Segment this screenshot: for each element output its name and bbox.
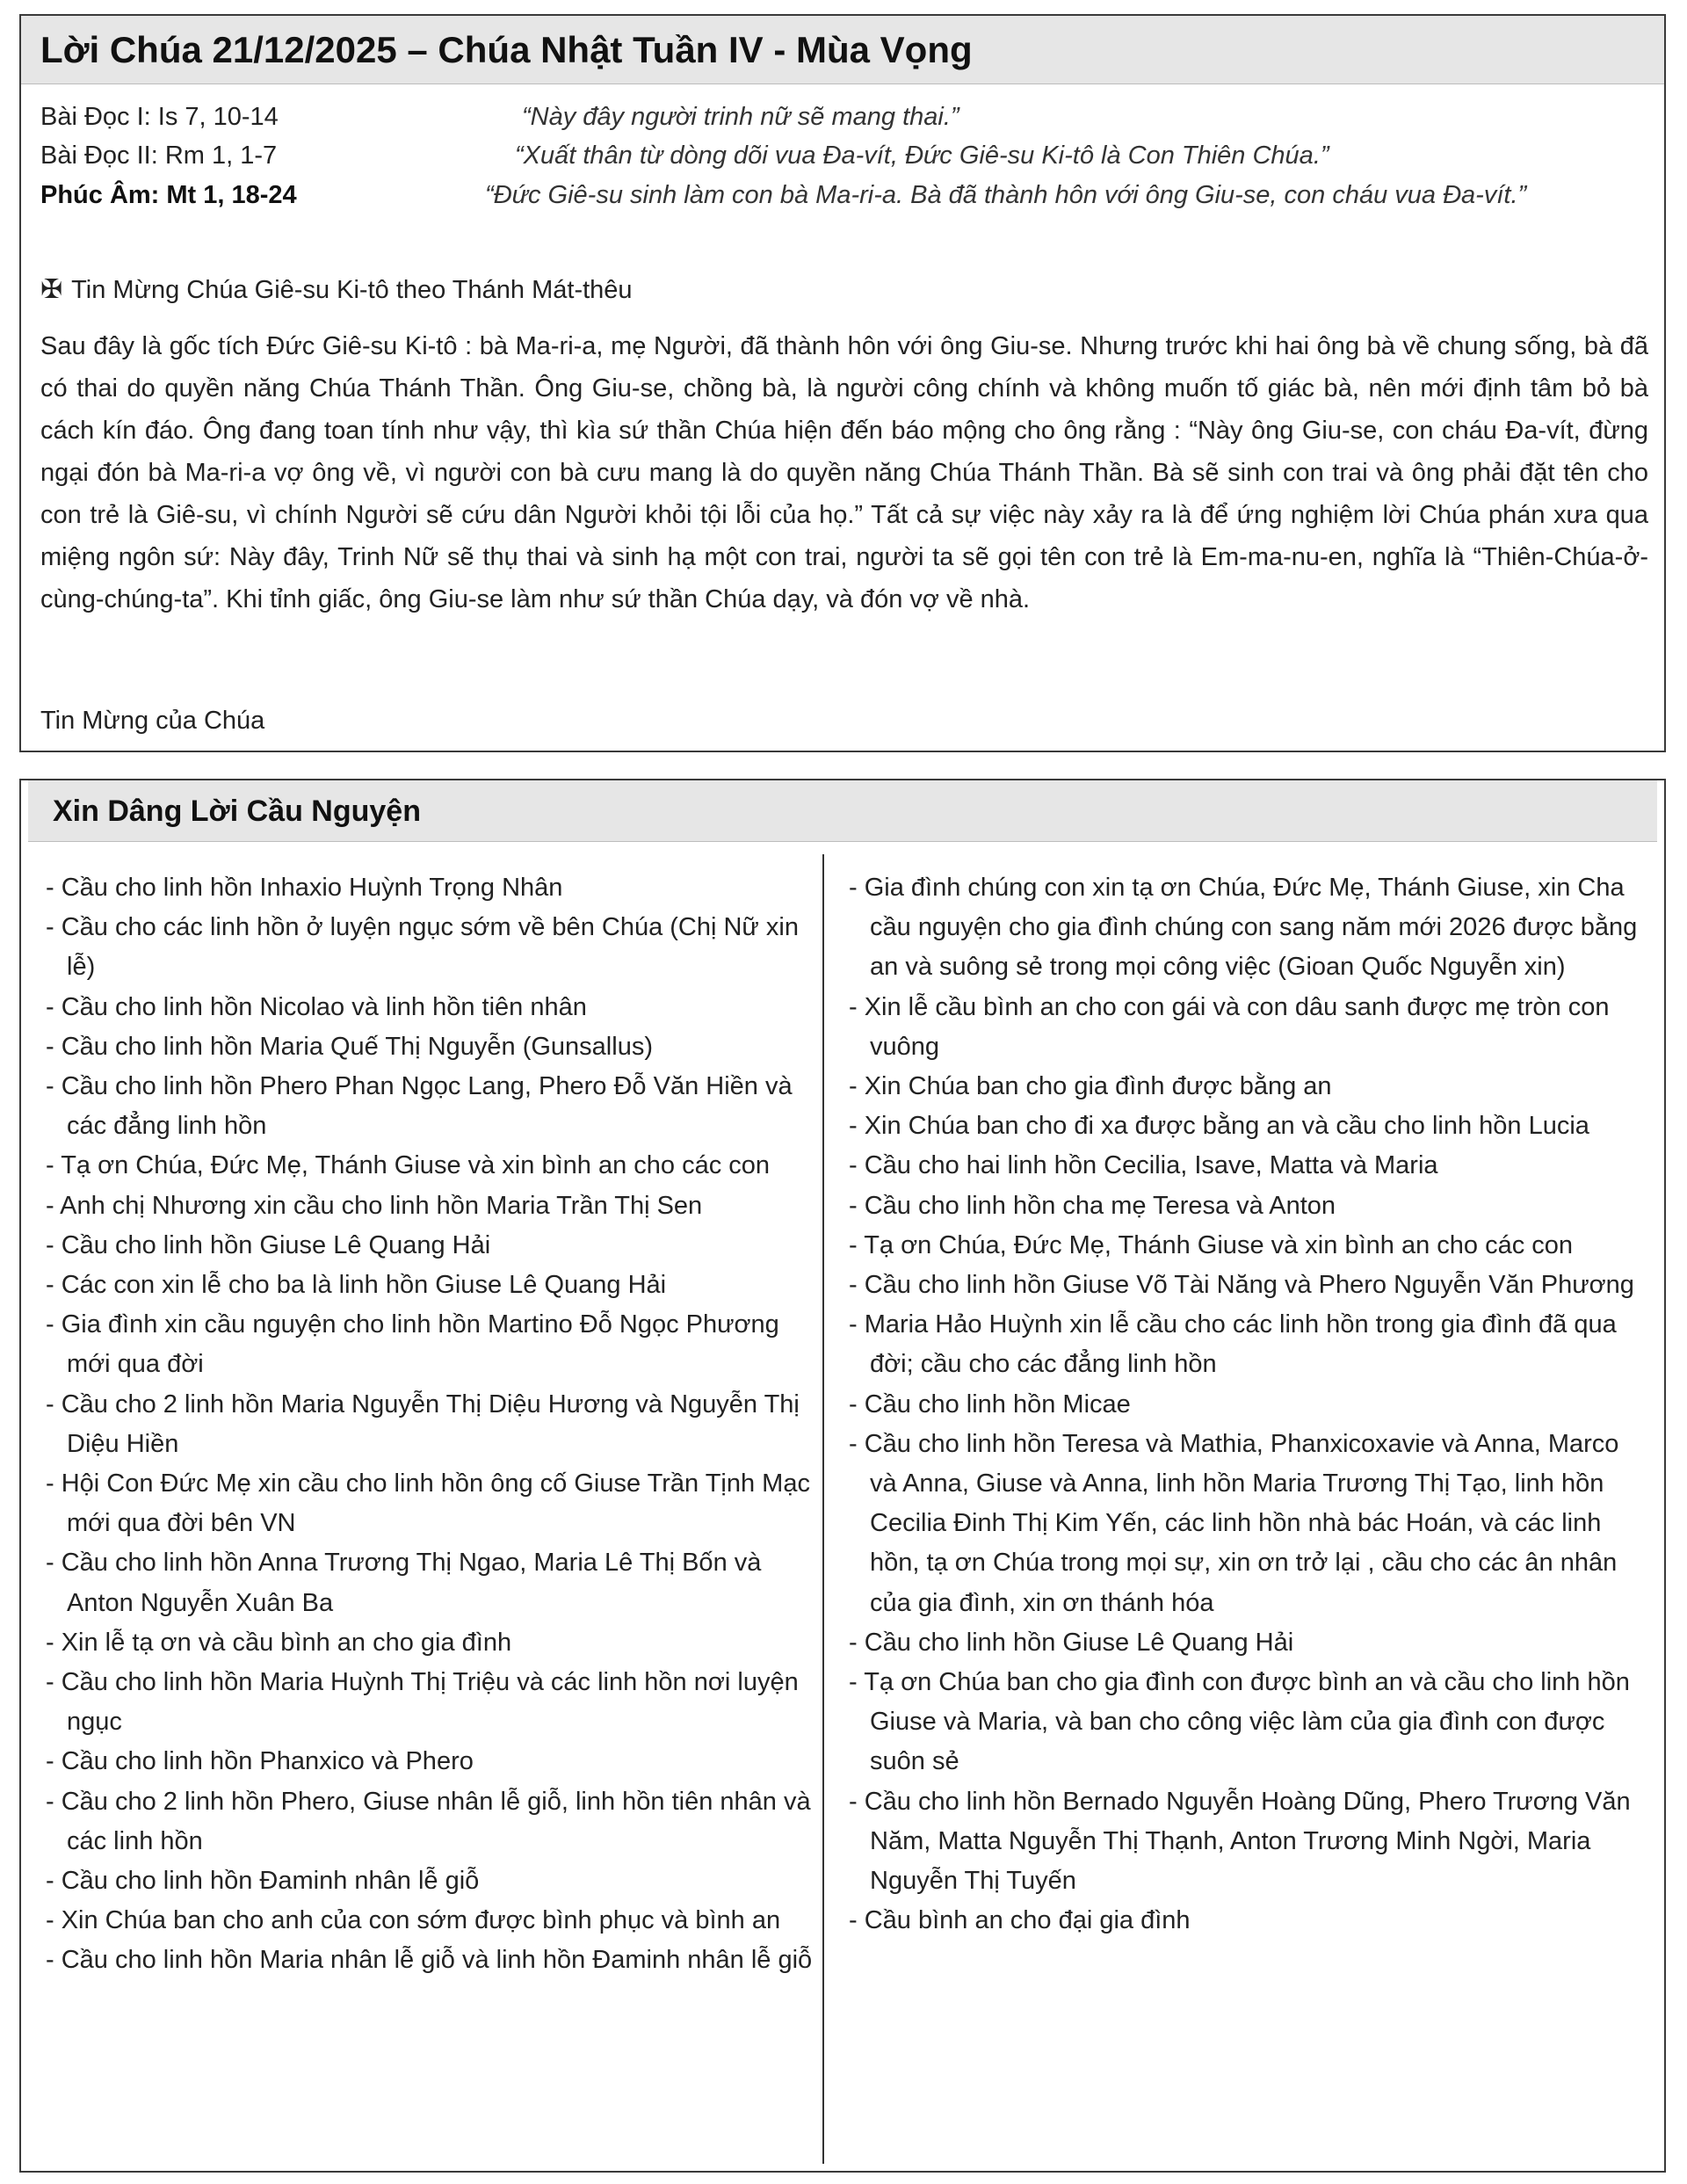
prayer-item: - Tạ ơn Chúa ban cho gia đình con được bình an và cầu cho linh hồn Giuse và Maria, và ban cho công việc làm của gia đình con được suôn sẻ: [849, 1668, 1630, 1776]
prayer-item: - Cầu cho linh hồn Maria nhân lễ giỗ và linh hồn Đaminh nhân lễ giỗ: [46, 1946, 813, 1975]
prayer-item: - Cầu cho linh hồn Maria Quế Thị Nguyễn (Gunsallus): [46, 1032, 653, 1061]
reading-label: Bài Đọc II: Rm 1, 1-7: [40, 141, 278, 170]
prayer-item: - Cầu cho linh hồn Đaminh nhân lễ giỗ: [46, 1867, 480, 1896]
prayer-item: - Xin lễ tạ ơn và cầu bình an cho gia đình: [46, 1628, 512, 1657]
prayer-header: [28, 780, 1657, 842]
reading-row-1: [40, 98, 1648, 136]
prayer-item: - Các con xin lễ cho ba là linh hồn Giuse Lê Quang Hải: [46, 1271, 667, 1300]
reading-label: Phúc Âm: Mt 1, 18-24: [40, 181, 297, 209]
prayer-item: - Cầu cho linh hồn Giuse Lê Quang Hải: [46, 1230, 491, 1259]
prayer-item: - Cầu cho các linh hồn ở luyện ngục sớm về bên Chúa (Chị Nữ xin lễ): [46, 913, 799, 982]
page-title: Lời Chúa 21/12/2025 – Chúa Nhật Tuần IV - Mùa Vọng: [40, 29, 973, 70]
reading-quote: “Đức Giê-su sinh làm con bà Ma-ri-a. Bà đã thành hôn với ông Giu-se, con cháu vua Đa-vít.”: [485, 181, 1527, 209]
reading-quote: “Xuất thân từ dòng dõi vua Đa-vít, Đức Giê-su Ki-tô là Con Thiên Chúa.”: [515, 141, 1329, 170]
prayer-item: - Cầu cho linh hồn Phero Phan Ngọc Lang, Phero Đỗ Văn Hiền và các đẳng linh hồn: [46, 1072, 793, 1141]
readings-list: [40, 98, 1648, 215]
prayer-item: - Cầu cho 2 linh hồn Maria Nguyễn Thị Diệu Hương và Nguyễn Thị Diệu Hiền: [46, 1389, 800, 1458]
gospel-closing: Tin Mừng của Chúa: [40, 707, 265, 735]
prayer-list-right: [849, 868, 1644, 1941]
prayer-item: - Cầu cho linh hồn Micae: [849, 1389, 1131, 1419]
prayer-item: - Cầu cho linh hồn Maria Huỳnh Thị Triệu và các linh hồn nơi luyện ngục: [46, 1668, 799, 1737]
prayer-item: - Xin Chúa ban cho gia đình được bằng an: [849, 1072, 1332, 1101]
prayer-item: - Cầu cho linh hồn Teresa và Mathia, Phanxicoxavie và Anna, Marco và Anna, Giuse và Anna, linh hồn Maria Trương Thị Tạo, linh hồn Cecilia Đinh Thị Kim Yến, các linh hồn nhà bác Hoán, và các linh hồn, tạ ơn Chúa trong mọi sự, xin ơn trở lại , cầu cho các ân nhân của gia đình, xin ơn thánh hóa: [849, 1429, 1619, 1617]
prayer-item: - Xin Chúa ban cho anh của con sớm được bình phục và bình an: [46, 1906, 781, 1935]
prayer-columns: [30, 854, 1657, 2164]
prayer-item: - Xin lễ cầu bình an cho con gái và con dâu sanh được mẹ tròn con vuông: [849, 992, 1610, 1061]
column-divider: [822, 854, 824, 2164]
prayer-item: - Cầu bình an cho đại gia đình: [849, 1906, 1191, 1935]
prayer-item: - Tạ ơn Chúa, Đức Mẹ, Thánh Giuse và xin bình an cho các con: [849, 1230, 1574, 1259]
prayer-list-left: [46, 868, 819, 1981]
prayer-item: - Tạ ơn Chúa, Đức Mẹ, Thánh Giuse và xin bình an cho các con: [46, 1151, 771, 1180]
prayer-item: - Cầu cho linh hồn Inhaxio Huỳnh Trọng Nhân: [46, 874, 563, 902]
gospel-intro: Tin Mừng Chúa Giê-su Ki-tô theo Thánh Mát-thêu: [71, 276, 633, 304]
prayer-item: - Cầu cho linh hồn Giuse Lê Quang Hải: [849, 1628, 1294, 1657]
prayer-item: - Gia đình chúng con xin tạ ơn Chúa, Đức Mẹ, Thánh Giuse, xin Cha cầu nguyện cho gia đình chúng con sang năm mới 2026 được bằng an và suông sẻ trong mọi công việc (Gioan Quốc Nguyễn xin): [849, 874, 1638, 982]
reading-row-gospel: [40, 175, 1648, 215]
prayer-item: - Cầu cho linh hồn Anna Trương Thị Ngao, Maria Lê Thị Bốn và Anton Nguyễn Xuân Ba: [46, 1549, 762, 1617]
prayer-title: Xin Dâng Lời Cầu Nguyện: [53, 795, 421, 828]
cross-icon: ✠: [40, 275, 63, 304]
prayer-item: - Cầu cho linh hồn Phanxico và Phero: [46, 1747, 474, 1776]
gospel-text: Sau đây là gốc tích Đức Giê-su Ki-tô : bà Ma-ri-a, mẹ Người, đã thành hôn với ông Giu-se. Nhưng trước khi hai ông bà về chung sống, bà đã có thai do quyền năng Chúa Thánh Thần. Ông Giu-se, chồng bà, là người công chính và không muốn tố giác bà, nên mới định tâm bỏ bà cách kín đáo. Ông đang toan tính như vậy, thì kìa sứ thần Chúa hiện đến báo mộng cho ông rằng : “Này ông Giu-se, con cháu Đa-vít, đừng ngại đón bà Ma-ri-a vợ ông về, vì người con bà cưu mang là do quyền năng Chúa Thánh Thần. Bà sẽ sinh con trai và ông phải đặt tên cho con trẻ là Giê-su, vì chính Người sẽ cứu dân Người khỏi tội lỗi của họ.” Tất cả sự việc này xảy ra là để ứng nghiệm lời Chúa phán xưa qua miệng ngôn sứ: Này đây, Trinh Nữ sẽ thụ thai và sinh hạ một con trai, người ta sẽ gọi tên con trẻ là Em-ma-nu-en, nghĩa là “Thiên-Chúa-ở-cùng-chúng-ta”. Khi tỉnh giấc, ông Giu-se làm như sứ thần Chúa dạy, và đón vợ về nhà.: [40, 332, 1648, 613]
reading-label: Bài Đọc I: Is 7, 10-14: [40, 103, 279, 131]
readings-box: [19, 14, 1666, 752]
prayer-item: - Cầu cho linh hồn Bernado Nguyễn Hoàng Dũng, Phero Trương Văn Năm, Matta Nguyễn Thị Thạnh, Anton Trương Minh Ngời, Maria Nguyễn Thị Tuyến: [849, 1787, 1631, 1896]
prayer-item: - Hội Con Đức Mẹ xin cầu cho linh hồn ông cố Giuse Trần Tịnh Mạc mới qua đời bên VN: [46, 1469, 810, 1538]
prayer-item: - Cầu cho linh hồn Giuse Võ Tài Năng và Phero Nguyễn Văn Phương: [849, 1271, 1634, 1300]
prayer-item: - Cầu cho linh hồn Nicolao và linh hồn tiên nhân: [46, 992, 587, 1021]
gospel-intro-line: [40, 271, 633, 309]
prayer-item: - Gia đình xin cầu nguyện cho linh hồn Martino Đỗ Ngọc Phương mới qua đời: [46, 1310, 779, 1379]
prayer-item: - Xin Chúa ban cho đi xa được bằng an và cầu cho linh hồn Lucia: [849, 1112, 1589, 1141]
reading-row-2: [40, 136, 1648, 175]
readings-header: [21, 16, 1664, 84]
prayer-item: - Maria Hảo Huỳnh xin lễ cầu cho các linh hồn trong gia đình đã qua đời; cầu cho các đẳng linh hồn: [849, 1310, 1617, 1379]
prayer-item: - Cầu cho hai linh hồn Cecilia, Isave, Matta và Maria: [849, 1151, 1438, 1180]
prayer-item: - Cầu cho 2 linh hồn Phero, Giuse nhân lễ giỗ, linh hồn tiên nhân và các linh hồn: [46, 1787, 811, 1855]
prayer-item: - Anh chị Nhương xin cầu cho linh hồn Maria Trần Thị Sen: [46, 1191, 703, 1220]
prayer-item: - Cầu cho linh hồn cha mẹ Teresa và Anton: [849, 1191, 1336, 1220]
prayer-box: [19, 779, 1666, 2173]
reading-quote: “Này đây người trinh nữ sẽ mang thai.”: [522, 103, 959, 131]
